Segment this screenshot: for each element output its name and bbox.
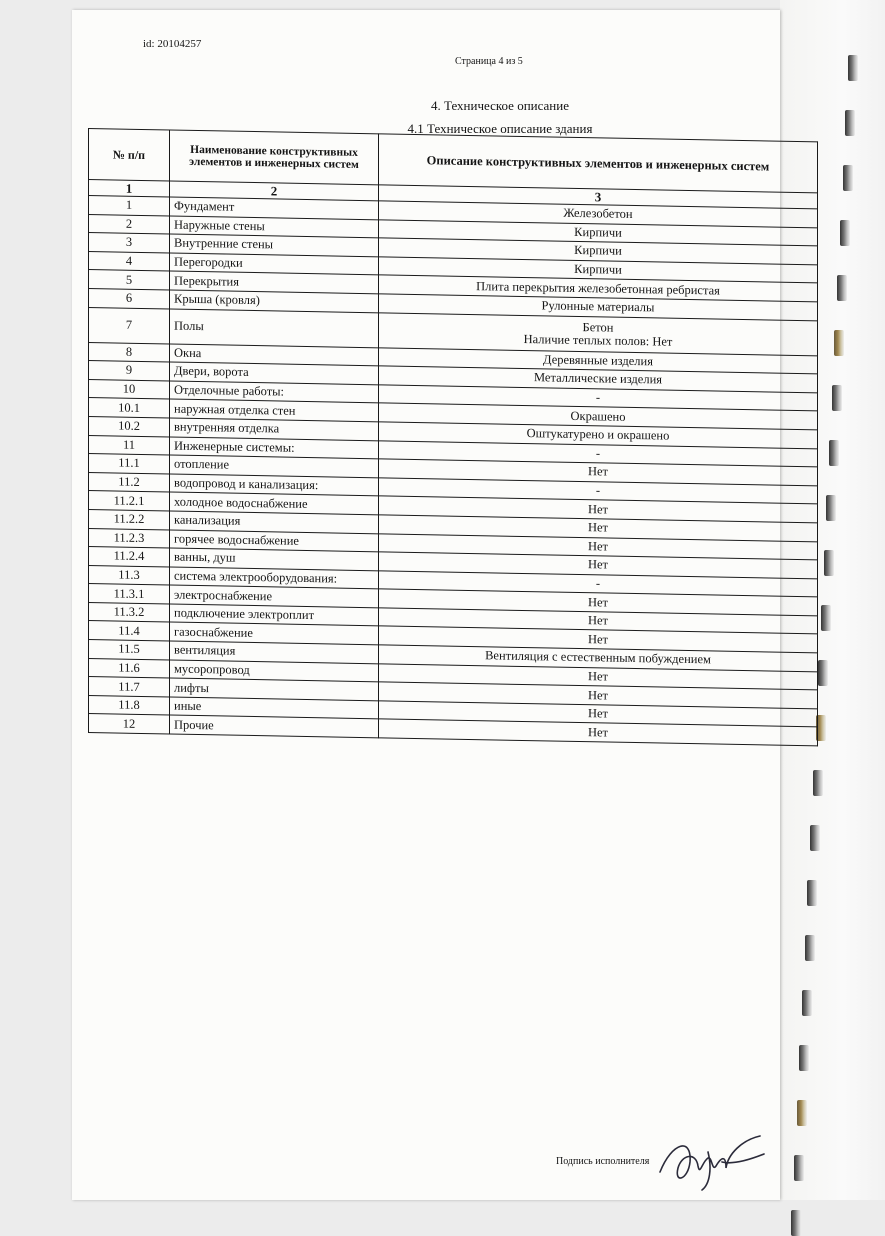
row-number: 10 <box>89 379 170 399</box>
binding-ring <box>794 1155 804 1181</box>
page-number: Страница 4 из 5 <box>455 56 523 67</box>
element-name: Фундамент <box>170 197 379 219</box>
row-number: 11.3.2 <box>89 602 170 622</box>
header-num: № п/п <box>89 129 170 181</box>
row-number: 3 <box>89 233 170 253</box>
element-name: Двери, ворота <box>170 362 379 384</box>
element-name: лифты <box>170 678 379 700</box>
element-name: Наружные стены <box>170 216 379 238</box>
element-description: Нет <box>379 663 818 690</box>
element-description-line: Бетон <box>582 319 614 335</box>
binding-ring <box>813 770 823 796</box>
element-description: Нет <box>379 552 818 579</box>
binding-ring <box>802 990 812 1016</box>
row-number: 11.8 <box>89 695 170 715</box>
row-number: 11.2.2 <box>89 509 170 529</box>
row-number: 1 <box>89 196 170 216</box>
row-number: 11.2.1 <box>89 491 170 511</box>
element-name: Окна <box>170 344 379 366</box>
element-description: - <box>379 440 818 467</box>
row-number: 6 <box>89 288 170 308</box>
document-id: id: 20104257 <box>143 38 202 50</box>
element-description: Плита перекрытия железобетонная ребристая <box>379 275 818 302</box>
row-number: 11.2 <box>89 472 170 492</box>
element-name: наружная отделка стен <box>170 399 379 421</box>
binding-ring <box>845 110 855 136</box>
element-description: Оштукатурено и окрашено <box>379 422 818 449</box>
binding-ring <box>797 1100 807 1126</box>
element-name: Внутренние стены <box>170 234 379 256</box>
binding-ring <box>799 1045 809 1071</box>
column-number: 2 <box>170 181 379 201</box>
binding-ring <box>848 55 858 81</box>
element-name: горячее водоснабжение <box>170 529 379 551</box>
element-description-line: Наличие теплых полов: Нет <box>523 331 673 349</box>
signature-image <box>652 1132 772 1194</box>
element-description: Кирпичи <box>379 257 818 284</box>
element-name: подключение электроплит <box>170 604 379 626</box>
element-description: Нет <box>379 608 818 635</box>
binding-ring <box>791 1210 801 1236</box>
row-number: 10.1 <box>89 398 170 418</box>
row-number: 11.4 <box>89 621 170 641</box>
binding-ring <box>810 825 820 851</box>
element-name: иные <box>170 697 379 719</box>
row-number: 8 <box>89 342 170 362</box>
row-number: 12 <box>89 714 170 734</box>
row-number: 4 <box>89 251 170 271</box>
row-number: 11.5 <box>89 640 170 660</box>
binding-ring <box>840 220 850 246</box>
element-name: Перегородки <box>170 253 379 275</box>
element-description: Нет <box>379 515 818 542</box>
binding-ring <box>824 550 834 576</box>
element-name: водопровод и канализация: <box>170 474 379 496</box>
element-name: Крыша (кровля) <box>170 290 379 312</box>
signature-label: Подпись исполнителя <box>556 1156 650 1167</box>
element-description: Кирпичи <box>379 238 818 265</box>
binding-ring <box>843 165 853 191</box>
element-description: Нет <box>379 533 818 560</box>
element-description: - <box>379 571 818 598</box>
element-description: Нет <box>379 459 818 486</box>
binding-ring <box>837 275 847 301</box>
row-number: 11.1 <box>89 454 170 474</box>
column-number: 3 <box>379 185 818 209</box>
header-description: Описание конструктивных элементов и инженерных систем <box>379 134 818 193</box>
element-name: холодное водоснабжение <box>170 492 379 514</box>
row-number: 11 <box>89 435 170 455</box>
element-description: Нет <box>379 701 818 728</box>
binding-ring <box>834 330 844 356</box>
binding-ring <box>821 605 831 631</box>
binding-ring <box>807 880 817 906</box>
element-name: Перекрытия <box>170 271 379 293</box>
element-name: внутренняя отделка <box>170 418 379 440</box>
row-number: 11.6 <box>89 658 170 678</box>
section-title: 4. Техническое описание <box>431 98 569 113</box>
element-name: отопление <box>170 455 379 477</box>
technical-description-table-wrap <box>88 128 818 746</box>
row-number: 7 <box>89 307 170 343</box>
element-name: мусоропровод <box>170 660 379 682</box>
binding-ring <box>832 385 842 411</box>
column-number: 1 <box>89 180 170 197</box>
element-description: Вентиляция с естественным побуждением <box>379 645 818 672</box>
row-number: 11.2.3 <box>89 528 170 548</box>
binding-ring <box>805 935 815 961</box>
technical-description-table <box>88 128 818 746</box>
element-description: Рулонные материалы <box>379 294 818 321</box>
element-description: - <box>379 478 818 505</box>
element-description: Нет <box>379 496 818 523</box>
element-name: Прочие <box>170 715 379 737</box>
row-number: 11.7 <box>89 677 170 697</box>
element-description: Окрашено <box>379 403 818 430</box>
binding-ring <box>818 660 828 686</box>
element-name: электроснабжение <box>170 585 379 607</box>
subsection-title: 4.1 Техническое описание здания <box>407 121 593 136</box>
row-number: 9 <box>89 361 170 381</box>
element-name: Инженерные системы: <box>170 437 379 459</box>
element-description: Нет <box>379 589 818 616</box>
element-name: ванны, душ <box>170 548 379 570</box>
element-description: Кирпичи <box>379 219 818 246</box>
element-description: Деревянные изделия <box>379 347 818 374</box>
row-number: 2 <box>89 214 170 234</box>
row-number: 10.2 <box>89 416 170 436</box>
row-number: 5 <box>89 270 170 290</box>
element-name: вентиляция <box>170 641 379 663</box>
element-name: газоснабжение <box>170 622 379 644</box>
element-name: Отделочные работы: <box>170 381 379 403</box>
element-name: канализация <box>170 511 379 533</box>
row-number: 11.3 <box>89 565 170 585</box>
binding-ring <box>829 440 839 466</box>
element-description: - <box>379 385 818 412</box>
element-description: Нет <box>379 626 818 653</box>
header-name: Наименование конструктивных элементов и инженерных систем <box>170 130 379 185</box>
row-number: 11.3.1 <box>89 584 170 604</box>
row-number: 11.2.4 <box>89 547 170 567</box>
binding-ring <box>826 495 836 521</box>
element-name: система электрооборудования: <box>170 567 379 589</box>
element-description: Металлические изделия <box>379 366 818 393</box>
element-description: Нет <box>379 682 818 709</box>
element-description: Железобетон <box>379 201 818 228</box>
element-name: Полы <box>170 309 379 348</box>
element-description: Нет <box>379 719 818 746</box>
